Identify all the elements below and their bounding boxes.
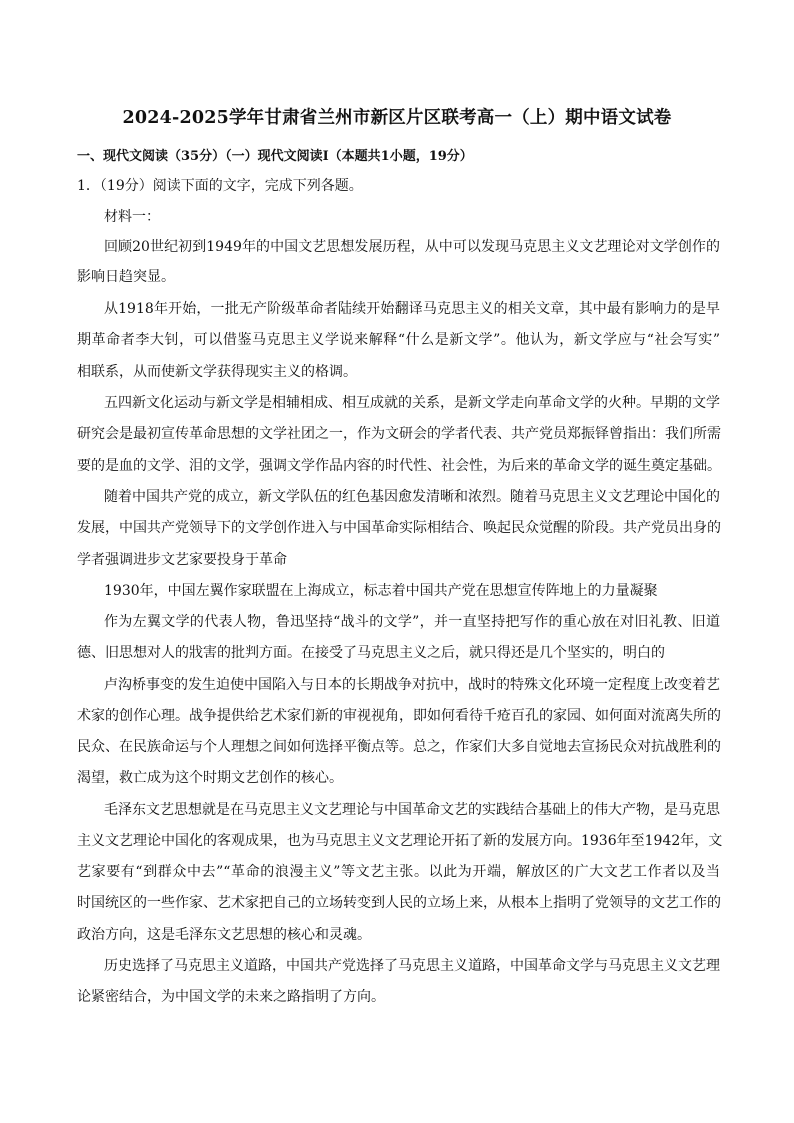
paragraph-line: 学者强调进步文艺家要投身于革命: [77, 552, 287, 568]
paragraph-line: 历史选择了马克思主义道路，中国共产党选择了马克思主义道路，中国革命文学与马克思主义文艺理: [104, 958, 720, 974]
paragraph-line: 术家的创作心理。战争提供给艺术家们新的审视视角，即如何看待千疮百孔的家园、如何面对流离失所的: [77, 708, 721, 724]
paragraph-line: 民众、在民族命运与个人理想之间如何选择平衡点等。总之，作家们大多自觉地去宣扬民众对抗战胜利的: [77, 739, 721, 755]
material-label: 材料一：: [104, 209, 160, 225]
question-prompt: 1．（19分）阅读下面的文字，完成下列各题。: [77, 178, 363, 194]
paragraph-line: 发展，中国共产党领导下的文学创作进入与中国革命实际相结合、唤起民众觉醒的阶段。共产党员出身的: [77, 520, 721, 536]
paragraph-line: 主义文艺理论中国化的客观成果，也为马克思主义文艺理论开拓了新的发展方向。1936年至1942年，文: [77, 833, 723, 849]
paragraph-line: 1930年，中国左翼作家联盟在上海成立，标志着中国共产党在思想宣传阵地上的力量凝聚: [104, 583, 658, 599]
paragraph-line: 艺家要有“到群众中去”“革命的浪漫主义”等文艺主张。以此为开端，解放区的广大文艺工作者以及当: [77, 864, 720, 880]
paragraph-line: 时国统区的一些作家、艺术家把自己的立场转变到人民的立场上来，从根本上指明了党领导的文艺工作的: [77, 895, 721, 911]
paragraph-line: 影响日趋突显。: [77, 269, 175, 285]
paragraph-line: 论紧密结合，为中国文学的未来之路指明了方向。: [77, 989, 385, 1005]
paragraph-line: 要的是血的文学、泪的文学，强调文学作品内容的时代性、社会性，为后来的革命文学的诞生奠定基础。: [77, 458, 721, 474]
paragraph-line: 毛泽东文艺思想就是在马克思主义文艺理论与中国革命文艺的实践结合基础上的伟大产物，是马克思: [104, 802, 720, 818]
paragraph-line: 回顾20世纪初到1949年的中国文艺思想发展历程，从中可以发现马克思主义文艺理论对文学创作的: [104, 239, 720, 255]
paragraph-line: 相联系，从而使新文学获得现实主义的格调。: [77, 364, 357, 380]
paragraph-line: 渴望，救亡成为这个时期文艺创作的核心。: [77, 770, 343, 786]
paragraph-line: 研究会是最初宣传革命思想的文学社团之一，作为文研会的学者代表、共产党员郑振铎曾指出：我们所需: [77, 426, 721, 442]
section-heading: 一、现代文阅读（35分）（一）现代文阅读Ⅰ（本题共1小题，19分）: [77, 149, 473, 164]
paragraph-line: 卢沟桥事变的发生迫使中国陷入与日本的长期战争对抗中，战时的特殊文化环境一定程度上改变着艺: [104, 677, 720, 693]
paragraph-line: 随着中国共产党的成立，新文学队伍的红色基因愈发清晰和浓烈。随着马克思主义文艺理论中国化的: [104, 489, 720, 505]
paragraph-line: 从1918年开始，一批无产阶级革命者陆续开始翻译马克思主义的相关文章，其中最有影响力的是早: [104, 301, 720, 317]
paragraph-line: 五四新文化运动与新文学是相辅相成、相互成就的关系，是新文学走向革命文学的火种。早期的文学: [104, 395, 720, 411]
page-title: 2024-2025学年甘肃省兰州市新区片区联考高一（上）期中语文试卷: [122, 108, 672, 128]
paragraph-line: 政治方向，这是毛泽东文艺思想的核心和灵魂。: [77, 927, 371, 943]
paragraph-line: 期革命者李大钊，可以借鉴马克思主义学说来解释“什么是新文学”。他认为，新文学应与“社会写实”: [77, 332, 720, 348]
paragraph-line: 作为左翼文学的代表人物，鲁迅坚持“战斗的文学”，并一直坚持把写作的重心放在对旧礼教、旧道: [104, 614, 720, 630]
paragraph-line: 德、旧思想对人的戕害的批判方面。在接受了马克思主义之后，就只得还是几个坚实的，明白的: [77, 645, 665, 661]
